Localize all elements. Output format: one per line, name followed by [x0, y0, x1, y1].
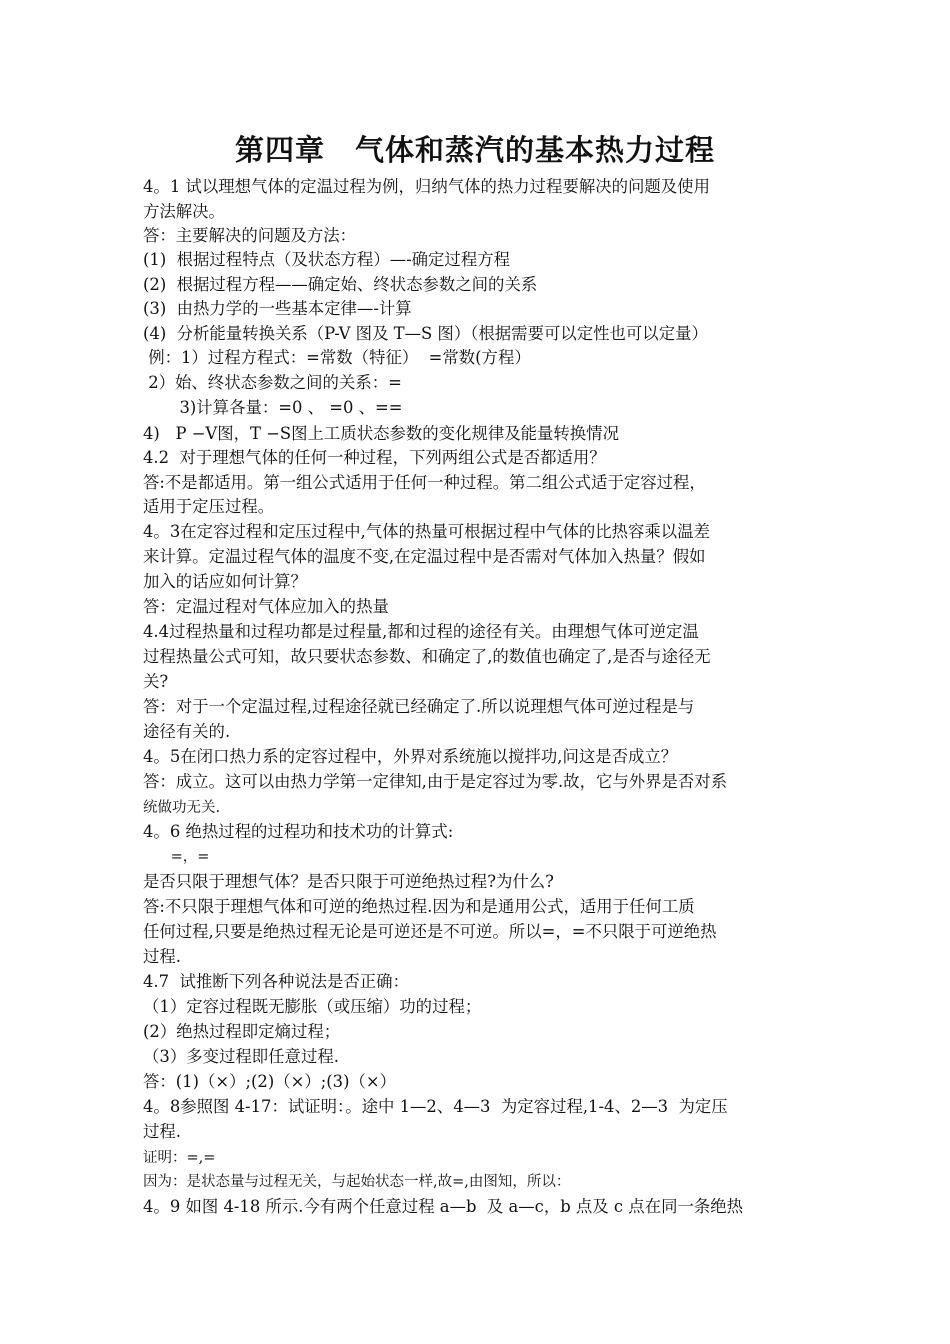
text-line: 答：(1)（×）;(2)（×）;(3)（×） [143, 1072, 397, 1091]
text-line: 过程. [143, 1122, 181, 1141]
text-line: 答：主要解决的问题及方法： [143, 226, 357, 245]
text-line: 答：成立。这可以由热力学第一定律知,由于是定容过为零.故，它与外界是否对系 [143, 772, 728, 791]
text-line: 方法解决。 [143, 202, 225, 221]
text-line: 是否只限于理想气体？是否只限于可逆绝热过程?为什么? [143, 872, 554, 891]
text-line: 途径有关的. [143, 722, 231, 741]
text-line: (2) 根据过程方程——确定始、终状态参数之间的关系 [143, 275, 538, 294]
text-line: 4。3在定容过程和定压过程中,气体的热量可根据过程中气体的比热容乘以温差 [143, 522, 710, 541]
text-line: 4。5在闭口热力系的定容过程中，外界对系统施以搅拌功,问这是否成立？ [143, 747, 678, 766]
text-line: (2）绝热过程即定熵过程； [143, 1022, 341, 1041]
text-line: 加入的话应如何计算？ [143, 572, 307, 591]
text-line: 4。1 试以理想气体的定温过程为例，归纳气体的热力过程要解决的问题及使用 [143, 177, 710, 196]
text-line: （1）定容过程既无膨胀（或压缩）功的过程； [143, 997, 482, 1016]
text-line: 因为：是状态量与过程无关，与起始状态一样,故=,由图知，所以： [143, 1174, 571, 1190]
text-line: 2）始、终状态参数之间的关系：= [143, 373, 402, 392]
text-line: 答：对于一个定温过程,过程途径就已经确定了.所以说理想气体可逆过程是与 [143, 697, 695, 716]
text-line: 过程热量公式可知，故只要状态参数、和确定了,的数值也确定了,是否与途径无 [143, 647, 711, 666]
text-line: 过程. [143, 947, 181, 966]
text-line: 证明：=,= [143, 1150, 216, 1166]
text-line: 适用于定压过程。 [143, 497, 275, 516]
text-line: =，= [143, 849, 210, 865]
text-line: (4) 分析能量转换关系（P-V 图及 T—S 图）（根据需要可以定性也可以定量） [143, 324, 708, 343]
text-line: （3）多变过程即任意过程. [143, 1047, 339, 1066]
text-line: 4。6 绝热过程的过程功和技术功的计算式: [143, 822, 454, 841]
text-line: 来计算。定温过程气体的温度不变,在定温过程中是否需对气体加入热量？假如 [143, 547, 706, 566]
text-line: 3)计算各量：=0 、 =0 、== [143, 398, 403, 417]
text-line: 4) P −V图，T −S图上工质状态参数的变化规律及能量转换情况 [143, 424, 619, 443]
text-line: 统做功无关. [143, 800, 221, 816]
text-line: 答：定温过程对气体应加入的热量 [143, 597, 389, 616]
text-line: 任何过程,只要是绝热过程无论是可逆还是不可逆。所以=，=不只限于可逆绝热 [143, 922, 717, 941]
text-line: (3) 由热力学的一些基本定律—-计算 [143, 299, 412, 318]
text-line: 4.4过程热量和过程功都是过程量,都和过程的途径有关。由理想气体可逆定温 [143, 622, 699, 641]
text-line: 答:不只限于理想气体和可逆的绝热过程.因为和是通用公式，适用于任何工质 [143, 897, 695, 916]
text-line: 4.7 试推断下列各种说法是否正确： [143, 972, 409, 991]
text-line: 答:不是都适用。第一组公式适用于任何一种过程。第二组公式适于定容过程， [143, 473, 706, 492]
text-line: 4。8参照图 4-17：试证明：。途中 1—2、4—3 为定容过程,1-4、2—3 为定压 [143, 1097, 728, 1116]
text-line: 4.2 对于理想气体的任何一种过程，下列两组公式是否都适用？ [143, 448, 606, 467]
text-line: (1) 根据过程特点（及状态方程）—-确定过程方程 [143, 250, 510, 269]
text-line: 例：1）过程方程式：=常数（特征） =常数(方程） [143, 348, 531, 367]
text-line: 4。9 如图 4-18 所示.今有两个任意过程 a—b 及 a—c，b 点及 c 点在同一条绝热 [143, 1197, 744, 1216]
text-line: 关? [143, 672, 169, 691]
page-title: 第四章 气体和蒸汽的基本热力过程 [234, 133, 715, 167]
